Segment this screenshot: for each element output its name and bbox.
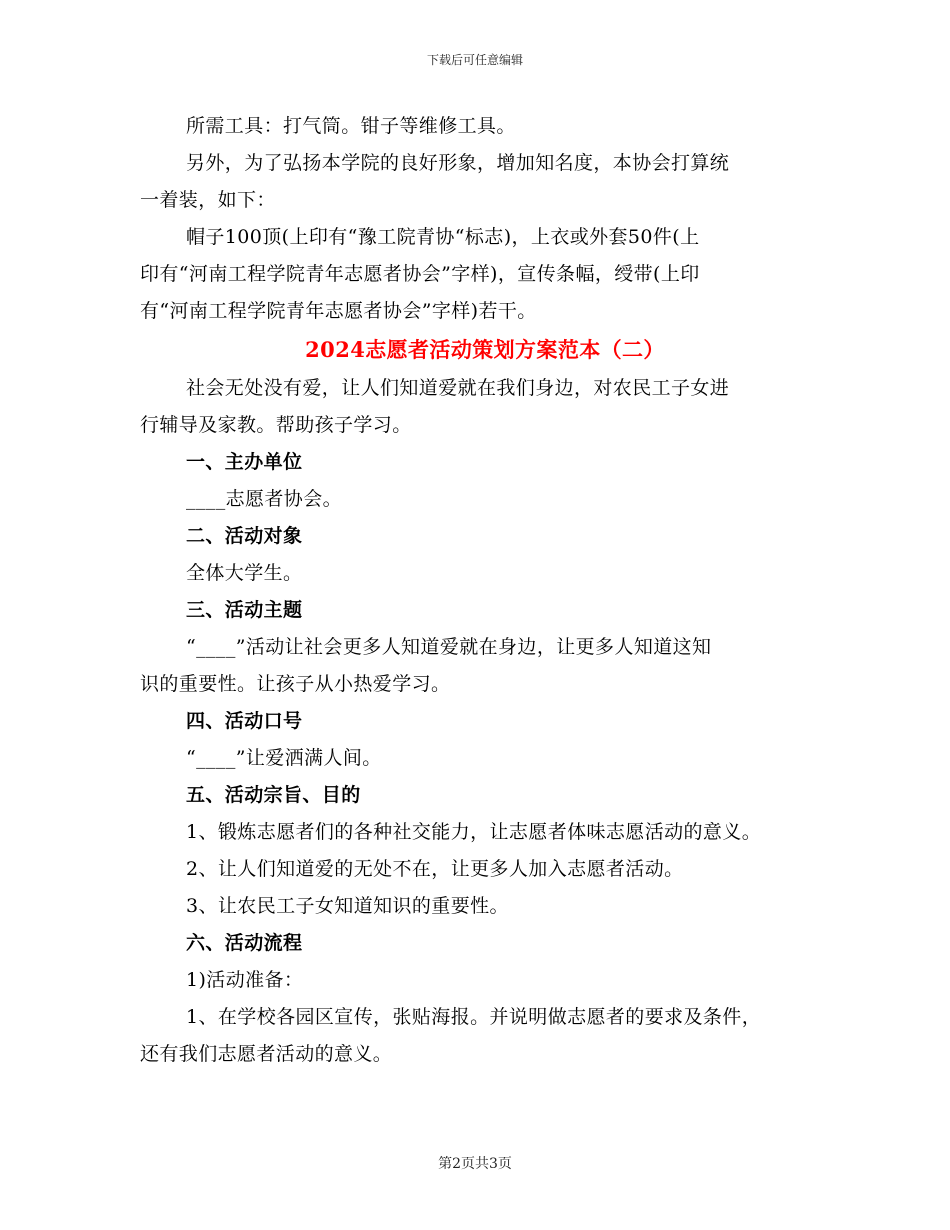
section-heading-audience: 二、活动对象 [186,525,303,547]
section-text-slogan: “____”让爱洒满人间。 [186,747,382,769]
process-subheading-preparation: 1)活动准备： [186,969,304,991]
purpose-item-3: 3、让农民工子女知道知识的重要性。 [186,895,509,917]
page-header: 下载后可任意编辑 [426,53,523,67]
section-text-audience: 全体大学生。 [186,562,303,584]
section-heading-slogan: 四、活动口号 [186,710,303,732]
section-heading-purpose: 五、活动宗旨、目的 [186,784,361,806]
process-item-1-line-1: 1、在学校各园区宣传，张贴海报。并说明做志愿者的要求及条件， [186,1006,762,1028]
process-item-1-line-2: 还有我们志愿者活动的意义。 [140,1043,393,1065]
paragraph-items-line-1: 帽子100顶(上印有“豫工院青协“标志)，上衣或外套50件(上 [186,226,700,248]
page-number: 第2页共3页 [438,1156,512,1172]
purpose-item-1: 1、锻炼志愿者们的各种社交能力，让志愿者体味志愿活动的意义。 [186,821,762,843]
paragraph-uniform-line-2: 一着装，如下： [140,189,276,211]
intro-line-1: 社会无处没有爱，让人们知道爱就在我们身边，对农民工子女进 [186,377,730,399]
section-heading-organizer: 一、主办单位 [186,451,303,473]
section-heading-process: 六、活动流程 [186,932,303,954]
paragraph-tools: 所需工具：打气筒。钳子等维修工具。 [186,115,516,137]
intro-line-2: 行辅导及家教。帮助孩子学习。 [140,414,412,436]
paragraph-items-line-2: 印有“河南工程学院青年志愿者协会”字样)，宣传条幅，绶带(上印 [140,263,700,285]
paragraph-items-line-3: 有“河南工程学院青年志愿者协会”字样)若干。 [140,300,537,322]
section-heading-theme: 三、活动主题 [186,599,303,621]
section-text-theme-line-2: 识的重要性。让孩子从小热爱学习。 [140,673,451,695]
document-body [140,108,830,1073]
section-text-theme-line-1: “____”活动让社会更多人知道爱就在身边，让更多人知道这知 [186,636,712,658]
purpose-item-2: 2、让人们知道爱的无处不在，让更多人加入志愿者活动。 [186,858,684,880]
document-title: 2024志愿者活动策划方案范本（二） [305,337,665,362]
section-text-organizer: ____志愿者协会。 [186,488,343,510]
paragraph-uniform-line-1: 另外，为了弘扬本学院的良好形象，增加知名度，本协会打算统 [186,152,730,174]
